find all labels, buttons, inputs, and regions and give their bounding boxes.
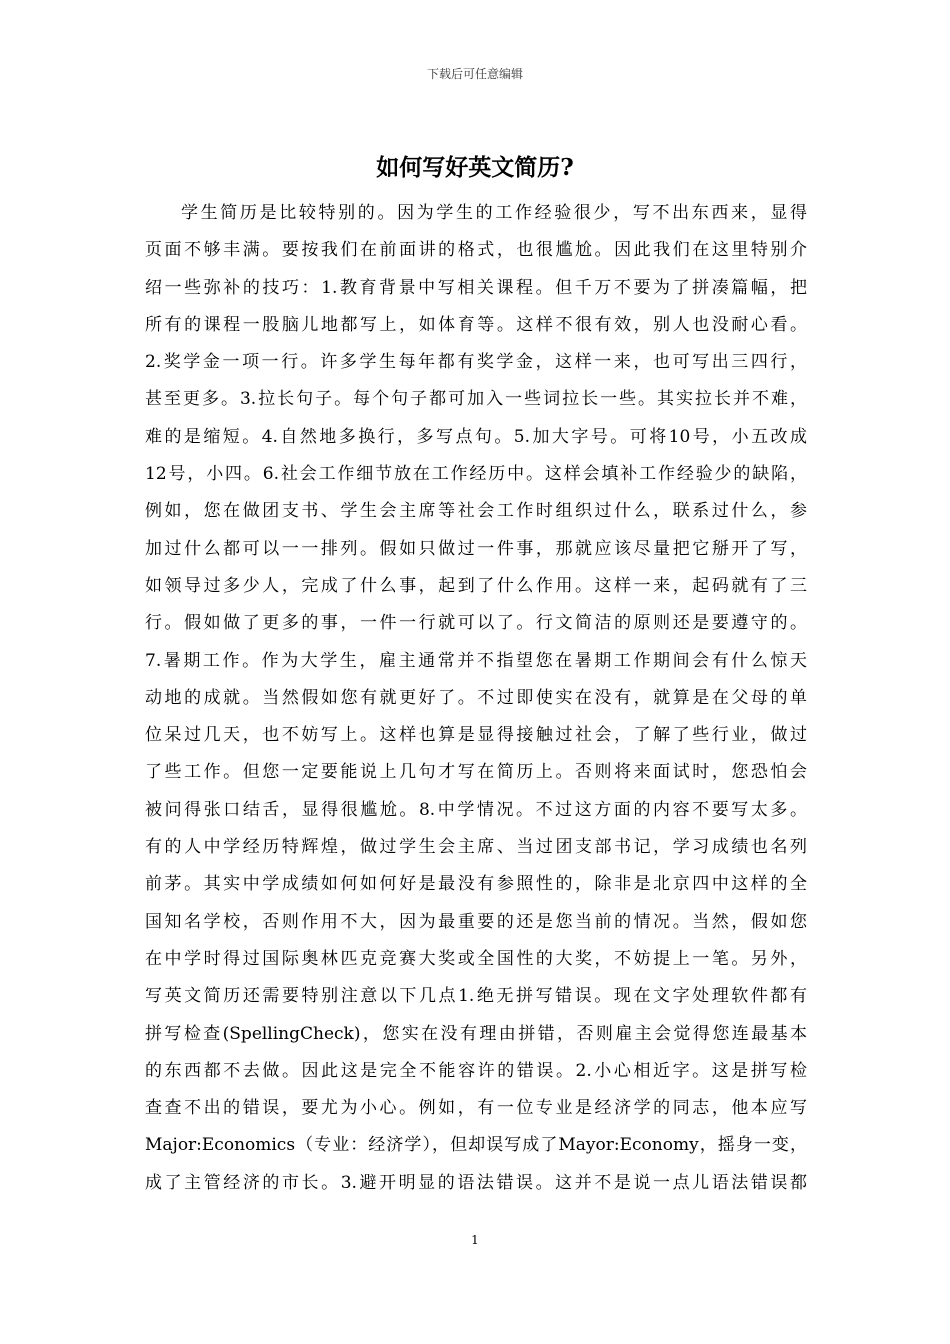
body-line: 绍一些弥补的技巧：1.教育背景中写相关课程。但千万不要为了拼凑篇幅，把 bbox=[145, 277, 807, 298]
page-header: 下载后可任意编辑 bbox=[426, 67, 523, 81]
body-line: 查查不出的错误，要尤为小心。例如，有一位专业是经济学的同志，他本应写 bbox=[145, 1098, 807, 1119]
body-line: 12号，小四。6.社会工作细节放在工作经历中。这样会填补工作经验少的缺陷， bbox=[145, 464, 807, 485]
body-line: 前茅。其实中学成绩如何如何好是最没有参照性的，除非是北京四中这样的全 bbox=[145, 874, 807, 895]
body-line: 难的是缩短。4.自然地多换行，多写点句。5.加大字号。可将10号，小五改成 bbox=[145, 426, 807, 447]
body-line: 行。假如做了更多的事，一件一行就可以了。行文简洁的原则还是要遵守的。 bbox=[145, 613, 807, 634]
body-line: 动地的成就。当然假如您有就更好了。不过即使实在没有，就算是在父母的单 bbox=[145, 687, 807, 708]
body-line: 学生简历是比较特别的。因为学生的工作经验很少，写不出东西来，显得 bbox=[181, 203, 807, 223]
document-title: 如何写好英文简历? bbox=[376, 154, 574, 181]
body-line: 有的人中学经历特辉煌，做过学生会主席、当过团支部书记，学习成绩也名列 bbox=[145, 837, 807, 858]
body-line: 写英文简历还需要特别注意以下几点1.绝无拼写错误。现在文字处理软件都有 bbox=[145, 986, 807, 1007]
body-line: 拼写检查(SpellingCheck)，您实在没有理由拼错，否则雇主会觉得您连最基本 bbox=[145, 1023, 807, 1044]
body-line: 国知名学校，否则作用不大，因为最重要的还是您当前的情况。当然，假如您 bbox=[145, 911, 807, 932]
body-line: 所有的课程一股脑儿地都写上，如体育等。这样不很有效，别人也没耐心看。 bbox=[145, 314, 807, 335]
page-number: 1 bbox=[471, 1233, 479, 1247]
body-line: Major:Economics（专业：经济学），但却误写成了Mayor:Economy，摇身一变， bbox=[145, 1135, 807, 1156]
body-line: 例如，您在做团支书、学生会主席等社会工作时组织过什么，联系过什么，参 bbox=[145, 501, 807, 522]
body-line: 如领导过多少人，完成了什么事，起到了什么作用。这样一来，起码就有了三 bbox=[145, 575, 807, 596]
document-body bbox=[145, 195, 807, 1202]
body-line: 成了主管经济的市长。3.避开明显的语法错误。这并不是说一点儿语法错误都 bbox=[145, 1172, 807, 1193]
body-line: 在中学时得过国际奥林匹克竞赛大奖或全国性的大奖，不妨提上一笔。另外， bbox=[145, 948, 807, 969]
body-line: 2.奖学金一项一行。许多学生每年都有奖学金，这样一来，也可写出三四行， bbox=[145, 352, 807, 373]
body-line: 甚至更多。3.拉长句子。每个句子都可加入一些词拉长一些。其实拉长并不难， bbox=[145, 389, 807, 410]
body-line: 了些工作。但您一定要能说上几句才写在简历上。否则将来面试时，您恐怕会 bbox=[145, 762, 807, 783]
body-line: 7.暑期工作。作为大学生，雇主通常并不指望您在暑期工作期间会有什么惊天 bbox=[145, 650, 807, 671]
body-line: 被问得张口结舌，显得很尴尬。8.中学情况。不过这方面的内容不要写太多。 bbox=[145, 799, 807, 820]
body-line: 页面不够丰满。要按我们在前面讲的格式，也很尴尬。因此我们在这里特别介 bbox=[145, 240, 807, 261]
body-line: 的东西都不去做。因此这是完全不能容许的错误。2.小心相近字。这是拼写检 bbox=[145, 1060, 807, 1081]
body-line: 位呆过几天，也不妨写上。这样也算是显得接触过社会，了解了些行业，做过 bbox=[145, 725, 807, 746]
body-line: 加过什么都可以一一排列。假如只做过一件事，那就应该尽量把它掰开了写， bbox=[145, 538, 807, 559]
